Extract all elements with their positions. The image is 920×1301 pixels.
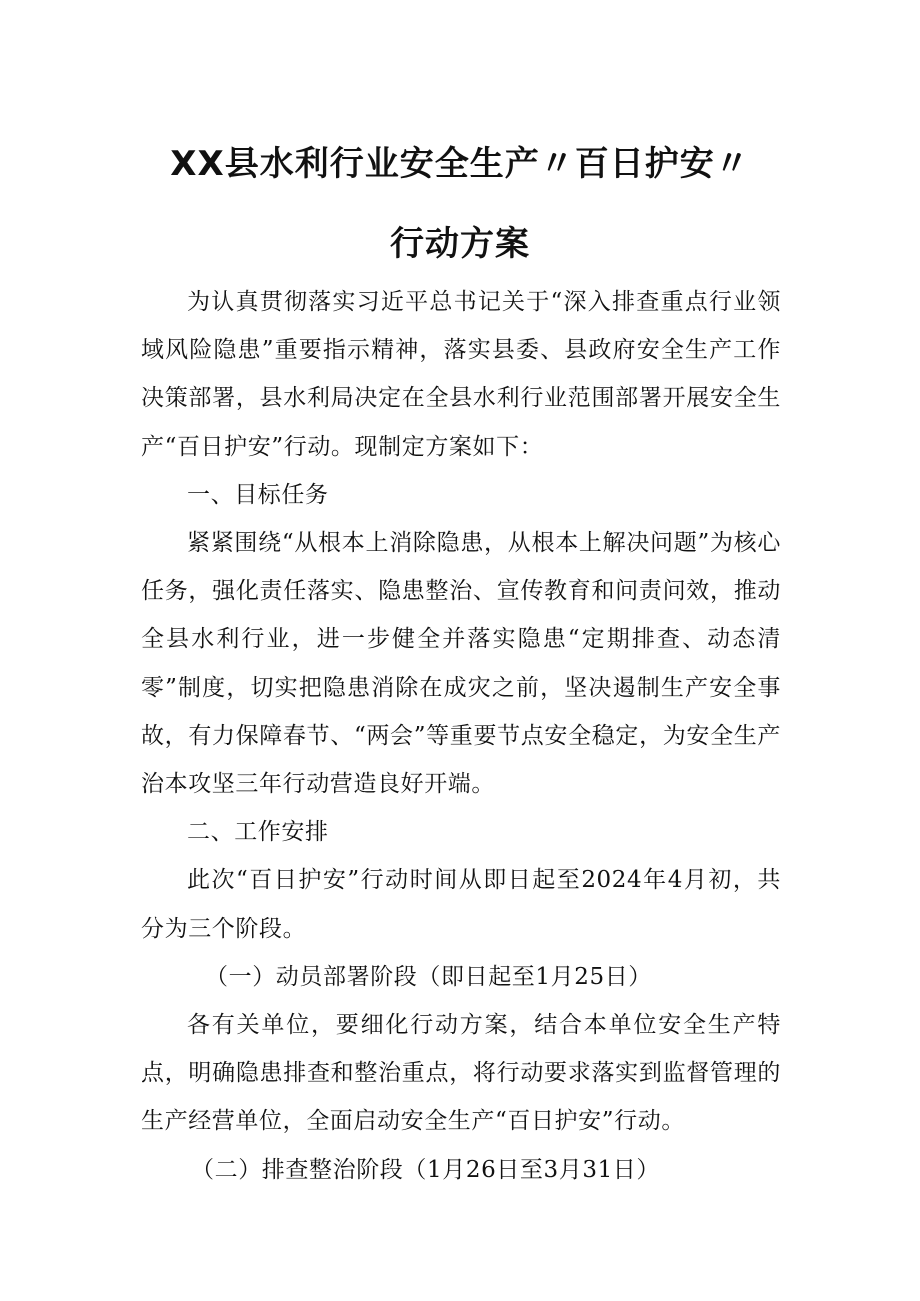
phase2-heading: （二）排查整治阶段（1月26日至3月31日） (191, 1156, 660, 1183)
document-body (141, 278, 781, 1194)
section-heading-goals: 一、目标任务 (187, 481, 329, 508)
intro-paragraph: 为认真贯彻落实习近平总书记关于“深入排查重点行业领域风险隐患”重要指示精神，落实县委、县政府安全生产工作决策部署，县水利局决定在全县水利行业范围部署开展安全生产“百日护安”行动。现制定方案如下： (141, 289, 781, 460)
phase1-paragraph: 各有关单位，要细化行动方案，结合本单位安全生产特点，明确隐患排查和整治重点，将行动要求落实到监督管理的生产经营单位，全面启动安全生产“百日护安”行动。 (141, 1012, 781, 1135)
document-title-line1: XX县水利行业安全生产〃百日护安〃 (170, 144, 750, 184)
section-heading-arrangement: 二、工作安排 (187, 819, 329, 846)
phase1-heading: （一）动员部署阶段（即日起至1月25日） (205, 963, 652, 990)
schedule-paragraph: 此次“百日护安”行动时间从即日起至2024年4月初，共分为三个阶段。 (141, 867, 781, 942)
goals-paragraph: 紧紧围绕“从根本上消除隐患，从根本上解决问题”为核心任务，强化责任落实、隐患整治、宣传教育和问责问效，推动全县水利行业，进一步健全并落实隐患“定期排查、动态清零”制度，切实把隐患消除在成灾之前，坚决遏制生产安全事故，有力保障春节、“两会”等重要节点安全稳定，为安全生产治本攻坚三年行动营造良好开端。 (141, 530, 781, 798)
document-title-line2: 行动方案 (390, 224, 530, 264)
